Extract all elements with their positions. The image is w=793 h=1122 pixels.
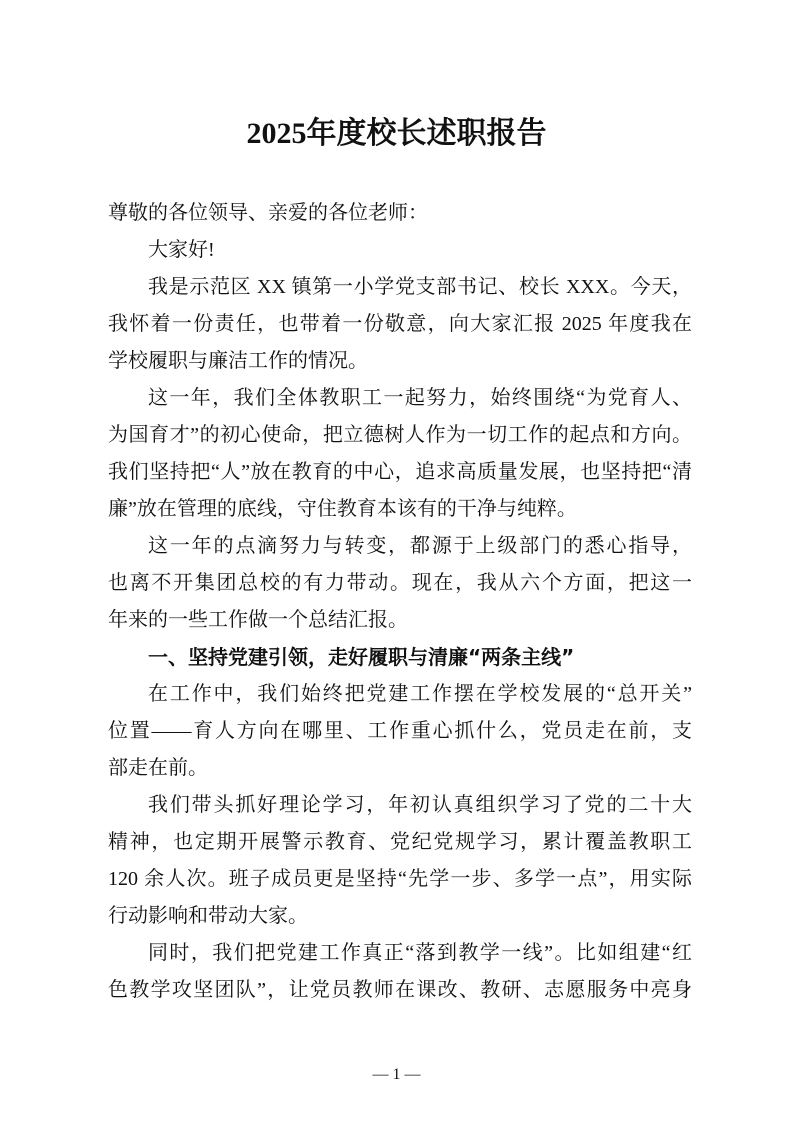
document-title: 2025年度校长述职报告 (246, 117, 547, 150)
greeting-paragraph (108, 195, 692, 232)
text-line: 我们坚持把“人”放在教育的中心，追求高质量发展，也坚持把“清 (108, 461, 692, 483)
text-line: 在工作中，我们始终把党建工作摆在学校发展的“总开关” (148, 683, 692, 705)
paragraph (108, 380, 692, 528)
paragraph (108, 787, 692, 935)
text-line: 年来的一些工作做一个总结汇报。 (108, 609, 408, 631)
text-line: 部走在前。 (108, 757, 208, 779)
paragraph (108, 528, 692, 639)
text-line: 120 余人次。班子成员更是坚持“先学一步、多学一点”，用实际 (108, 868, 692, 890)
paragraph (108, 269, 692, 380)
paragraph (108, 935, 692, 1009)
page-number: — 1 — (372, 1066, 421, 1083)
text-line: 行动影响和带动大家。 (108, 905, 308, 927)
paragraph (108, 676, 692, 787)
text-line: 大家好! (148, 239, 215, 261)
text-line: 这一年，我们全体教职工一起努力，始终围绕“为党育人、 (148, 387, 692, 409)
text-line: 廉”放在管理的底线，守住教育本该有的干净与纯粹。 (108, 498, 577, 520)
text-line: 同时，我们把党建工作真正“落到教学一线”。比如组建“红 (148, 942, 692, 964)
text-line: 学校履职与廉洁工作的情况。 (108, 350, 368, 372)
text-line: 我是示范区 XX 镇第一小学党支部书记、校长 XXX。今天， (148, 276, 692, 298)
text-line: 尊敬的各位领导、亲爱的各位老师： (108, 202, 428, 224)
text-line: 精神，也定期开展警示教育、党纪党规学习，累计覆盖教职工 (108, 831, 692, 853)
document-body (108, 195, 692, 1009)
text-line: 一、坚持党建引领，走好履职与清廉“两条主线” (148, 645, 575, 669)
text-line: 我们带头抓好理论学习，年初认真组织学习了党的二十大 (148, 794, 692, 816)
text-line: 位置——育人方向在哪里、工作重心抓什么，党员走在前，支 (108, 720, 692, 742)
text-line: 色教学攻坚团队”，让党员教师在课改、教研、志愿服务中亮身 (108, 979, 692, 1001)
text-line: 为国育才”的初心使命，把立德树人作为一切工作的起点和方向。 (108, 424, 692, 446)
text-line: 也离不开集团总校的有力带动。现在，我从六个方面，把这一 (108, 572, 692, 594)
paragraph (108, 232, 692, 269)
text-line: 这一年的点滴努力与转变，都源于上级部门的悉心指导， (148, 535, 692, 557)
text-line: 我怀着一份责任，也带着一份敬意，向大家汇报 2025 年度我在 (108, 313, 692, 335)
section-heading (108, 639, 692, 676)
